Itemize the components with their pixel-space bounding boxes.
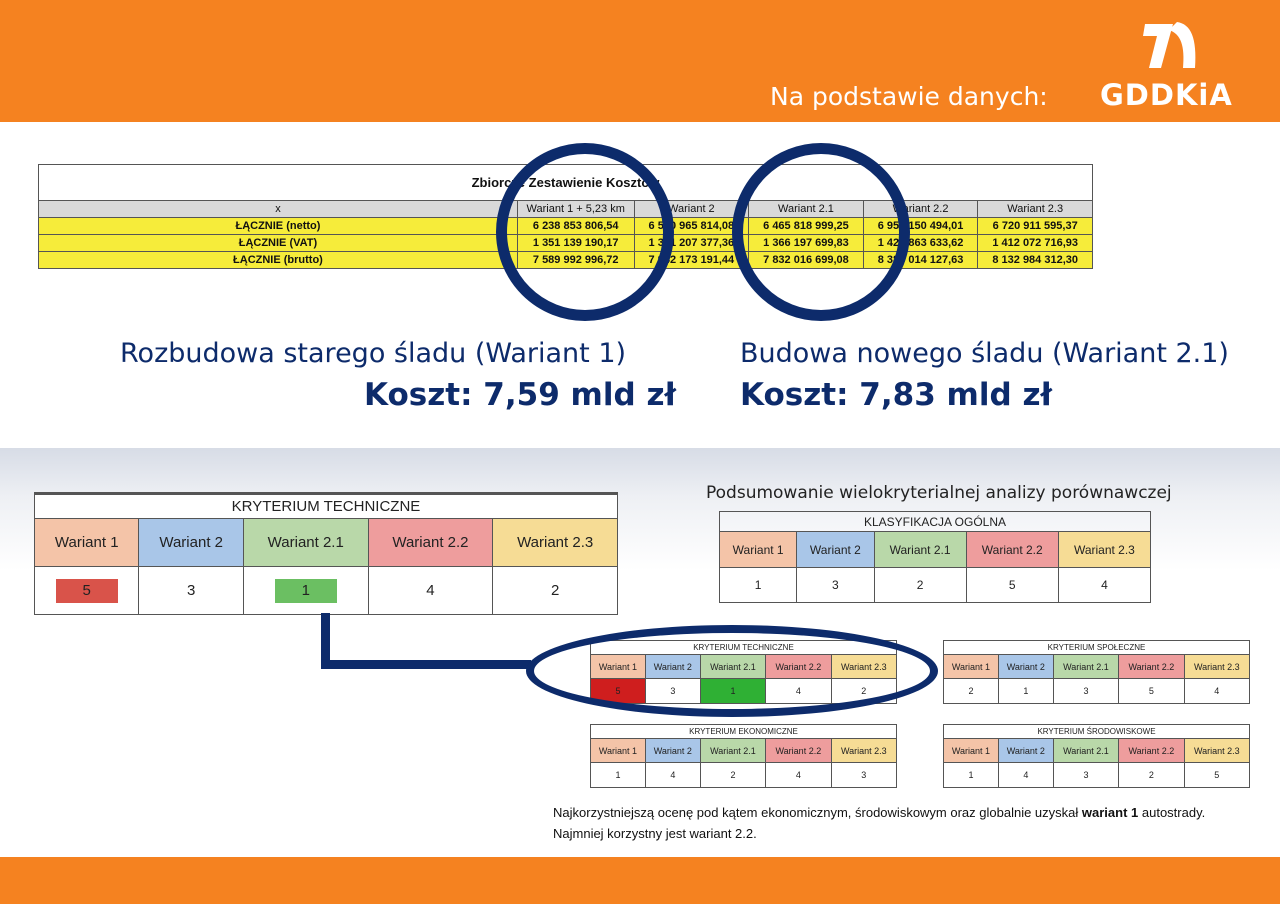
variant-header: Wariant 2.2 (966, 532, 1058, 568)
cost-cell: 6 958 150 494,01 (863, 218, 978, 235)
highlight-circle-wariant-2-1 (732, 143, 910, 321)
cost-header-cell: x (39, 201, 518, 218)
grid-title: KRYTERIUM ŚRODOWISKOWE (944, 725, 1250, 739)
row-label: ŁĄCZNIE (brutto) (39, 252, 518, 269)
cost-table-title: Zbiorcze Zestawienie Kosztów (39, 165, 1093, 201)
grid-title: KRYTERIUM TECHNICZNE (591, 641, 897, 655)
highlight-ellipse (526, 625, 938, 717)
cost-cell: 1 412 072 716,93 (978, 235, 1093, 252)
bottom-banner (0, 857, 1280, 904)
variant-header: Wariant 2.2 (368, 519, 493, 567)
cost-cell: 6 465 818 999,25 (749, 218, 864, 235)
caption-new-route-cost: Koszt: 7,83 mld zł (740, 377, 1053, 413)
cost-header-cell: Wariant 1 + 5,23 km (517, 201, 634, 218)
conclusion-note-2: Najmniej korzystny jest wariant 2.2. (553, 826, 757, 841)
cost-header-cell: Wariant 2.2 (863, 201, 978, 218)
general-classification-table (719, 511, 1151, 603)
variant-header: Wariant 2.1 (700, 739, 765, 763)
variant-header: Wariant 1 (720, 532, 797, 568)
variant-header: Wariant 2.1 (874, 532, 966, 568)
rank-cell: 2 (1119, 763, 1184, 788)
variant-header: Wariant 1 (944, 655, 999, 679)
variant-header: Wariant 2.2 (1119, 655, 1184, 679)
cost-header-cell: Wariant 2.1 (749, 201, 864, 218)
rank-cell: 3 (1053, 679, 1118, 704)
variant-header: Wariant 2 (998, 739, 1053, 763)
caption-old-route: Rozbudowa starego śladu (Wariant 1) (120, 338, 627, 369)
variant-header: Wariant 2 (645, 739, 700, 763)
rank-cell: 3 (139, 567, 243, 615)
cost-cell: 7 942 173 191,44 (634, 252, 749, 269)
rank-cell: 1 (591, 763, 646, 788)
rank-cell (243, 567, 368, 615)
note-emphasis: wariant 1 (1081, 805, 1139, 820)
grid-title: KRYTERIUM EKONOMICZNE (591, 725, 897, 739)
rank-cell: 4 (1184, 679, 1249, 704)
rank-cell: 3 (831, 763, 896, 788)
cost-cell: 1 371 207 377,36 (634, 235, 749, 252)
cost-cell: 6 570 965 814,08 (634, 218, 749, 235)
variant-header: Wariant 2.1 (700, 655, 765, 679)
variant-header: Wariant 1 (591, 655, 646, 679)
conclusion-note-1 (553, 805, 1205, 820)
caption-old-route-cost: Koszt: 7,59 mld zł (364, 377, 677, 413)
rank-cell: 4 (998, 763, 1053, 788)
rank-cell: 3 (1053, 763, 1118, 788)
variant-header: Wariant 2.3 (493, 519, 618, 567)
rank-value: 5 (56, 579, 118, 603)
top-banner (0, 0, 1280, 122)
variant-header: Wariant 2.3 (1184, 739, 1249, 763)
variant-header: Wariant 2 (998, 655, 1053, 679)
rank-cell: 3 (645, 679, 700, 704)
variant-header: Wariant 2.1 (243, 519, 368, 567)
rank-cell: 4 (766, 763, 831, 788)
variant-header: Wariant 1 (591, 739, 646, 763)
variant-header: Wariant 2.3 (1058, 532, 1150, 568)
variant-header: Wariant 2.1 (1053, 739, 1118, 763)
rank-cell: 5 (1184, 763, 1249, 788)
rank-cell: 1 (998, 679, 1053, 704)
cost-cell: 7 589 992 996,72 (517, 252, 634, 269)
rank-cell: 4 (368, 567, 493, 615)
cost-cell: 6 720 911 595,37 (978, 218, 1093, 235)
variant-header: Wariant 2 (797, 532, 874, 568)
economic-criterion-table (590, 724, 897, 788)
rank-cell: 4 (645, 763, 700, 788)
gddkia-logo-icon (1139, 20, 1199, 72)
variant-header: Wariant 1 (944, 739, 999, 763)
rank-cell: 2 (944, 679, 999, 704)
source-label: Na podstawie danych: (770, 82, 1048, 111)
cost-header-cell: Wariant 2 (634, 201, 749, 218)
grid-title: KRYTERIUM SPOŁECZNE (944, 641, 1250, 655)
row-label: ŁĄCZNIE (VAT) (39, 235, 518, 252)
rank-cell: 2 (700, 763, 765, 788)
cost-cell: 1 366 197 699,83 (749, 235, 864, 252)
note-text: Najkorzystniejszą ocenę pod kątem ekonomicznym, środowiskowym oraz globalnie uzyskał (553, 805, 1082, 820)
cost-cell: 8 132 984 312,30 (978, 252, 1093, 269)
rank-cell: 5 (1119, 679, 1184, 704)
rank-cell: 1 (944, 763, 999, 788)
row-label: ŁĄCZNIE (netto) (39, 218, 518, 235)
social-criterion-table (943, 640, 1250, 704)
rank-value: 1 (275, 579, 337, 603)
rank-cell: 3 (797, 568, 874, 603)
grid-title: KRYTERIUM TECHNICZNE (35, 494, 618, 519)
environmental-criterion-table (943, 724, 1250, 788)
rank-cell: 5 (591, 679, 646, 704)
caption-new-route: Budowa nowego śladu (Wariant 2.1) (740, 338, 1229, 369)
variant-header: Wariant 2.3 (831, 655, 896, 679)
rank-cell: 4 (1058, 568, 1150, 603)
variant-header: Wariant 2.3 (1184, 655, 1249, 679)
note-text: autostrady. (1138, 805, 1206, 820)
variant-header: Wariant 2.2 (1119, 739, 1184, 763)
cost-cell: 1 429 863 633,62 (863, 235, 978, 252)
rank-cell: 1 (700, 679, 765, 704)
rank-cell (35, 567, 139, 615)
variant-header: Wariant 2.2 (766, 739, 831, 763)
rank-cell: 5 (966, 568, 1058, 603)
cost-cell: 8 388 014 127,63 (863, 252, 978, 269)
cost-header-cell: Wariant 2.3 (978, 201, 1093, 218)
cost-cell: 7 832 016 699,08 (749, 252, 864, 269)
connector-line-horizontal (321, 660, 531, 669)
rank-cell: 2 (831, 679, 896, 704)
variant-header: Wariant 2 (645, 655, 700, 679)
cost-cell: 1 351 139 190,17 (517, 235, 634, 252)
rank-cell: 2 (493, 567, 618, 615)
rank-cell: 4 (766, 679, 831, 704)
rank-cell: 1 (720, 568, 797, 603)
highlight-circle-wariant-1 (496, 143, 674, 321)
variant-header: Wariant 2.3 (831, 739, 896, 763)
summary-title: Podsumowanie wielokryterialnej analizy porównawczej (706, 483, 1172, 503)
technical-criterion-table-large (34, 492, 618, 615)
gddkia-logo-text: GDDKiA (1100, 78, 1233, 112)
variant-header: Wariant 2.2 (766, 655, 831, 679)
cost-cell: 6 238 853 806,54 (517, 218, 634, 235)
variant-header: Wariant 1 (35, 519, 139, 567)
variant-header: Wariant 2.1 (1053, 655, 1118, 679)
grid-title: KLASYFIKACJA OGÓLNA (720, 512, 1151, 532)
rank-cell: 2 (874, 568, 966, 603)
variant-header: Wariant 2 (139, 519, 243, 567)
